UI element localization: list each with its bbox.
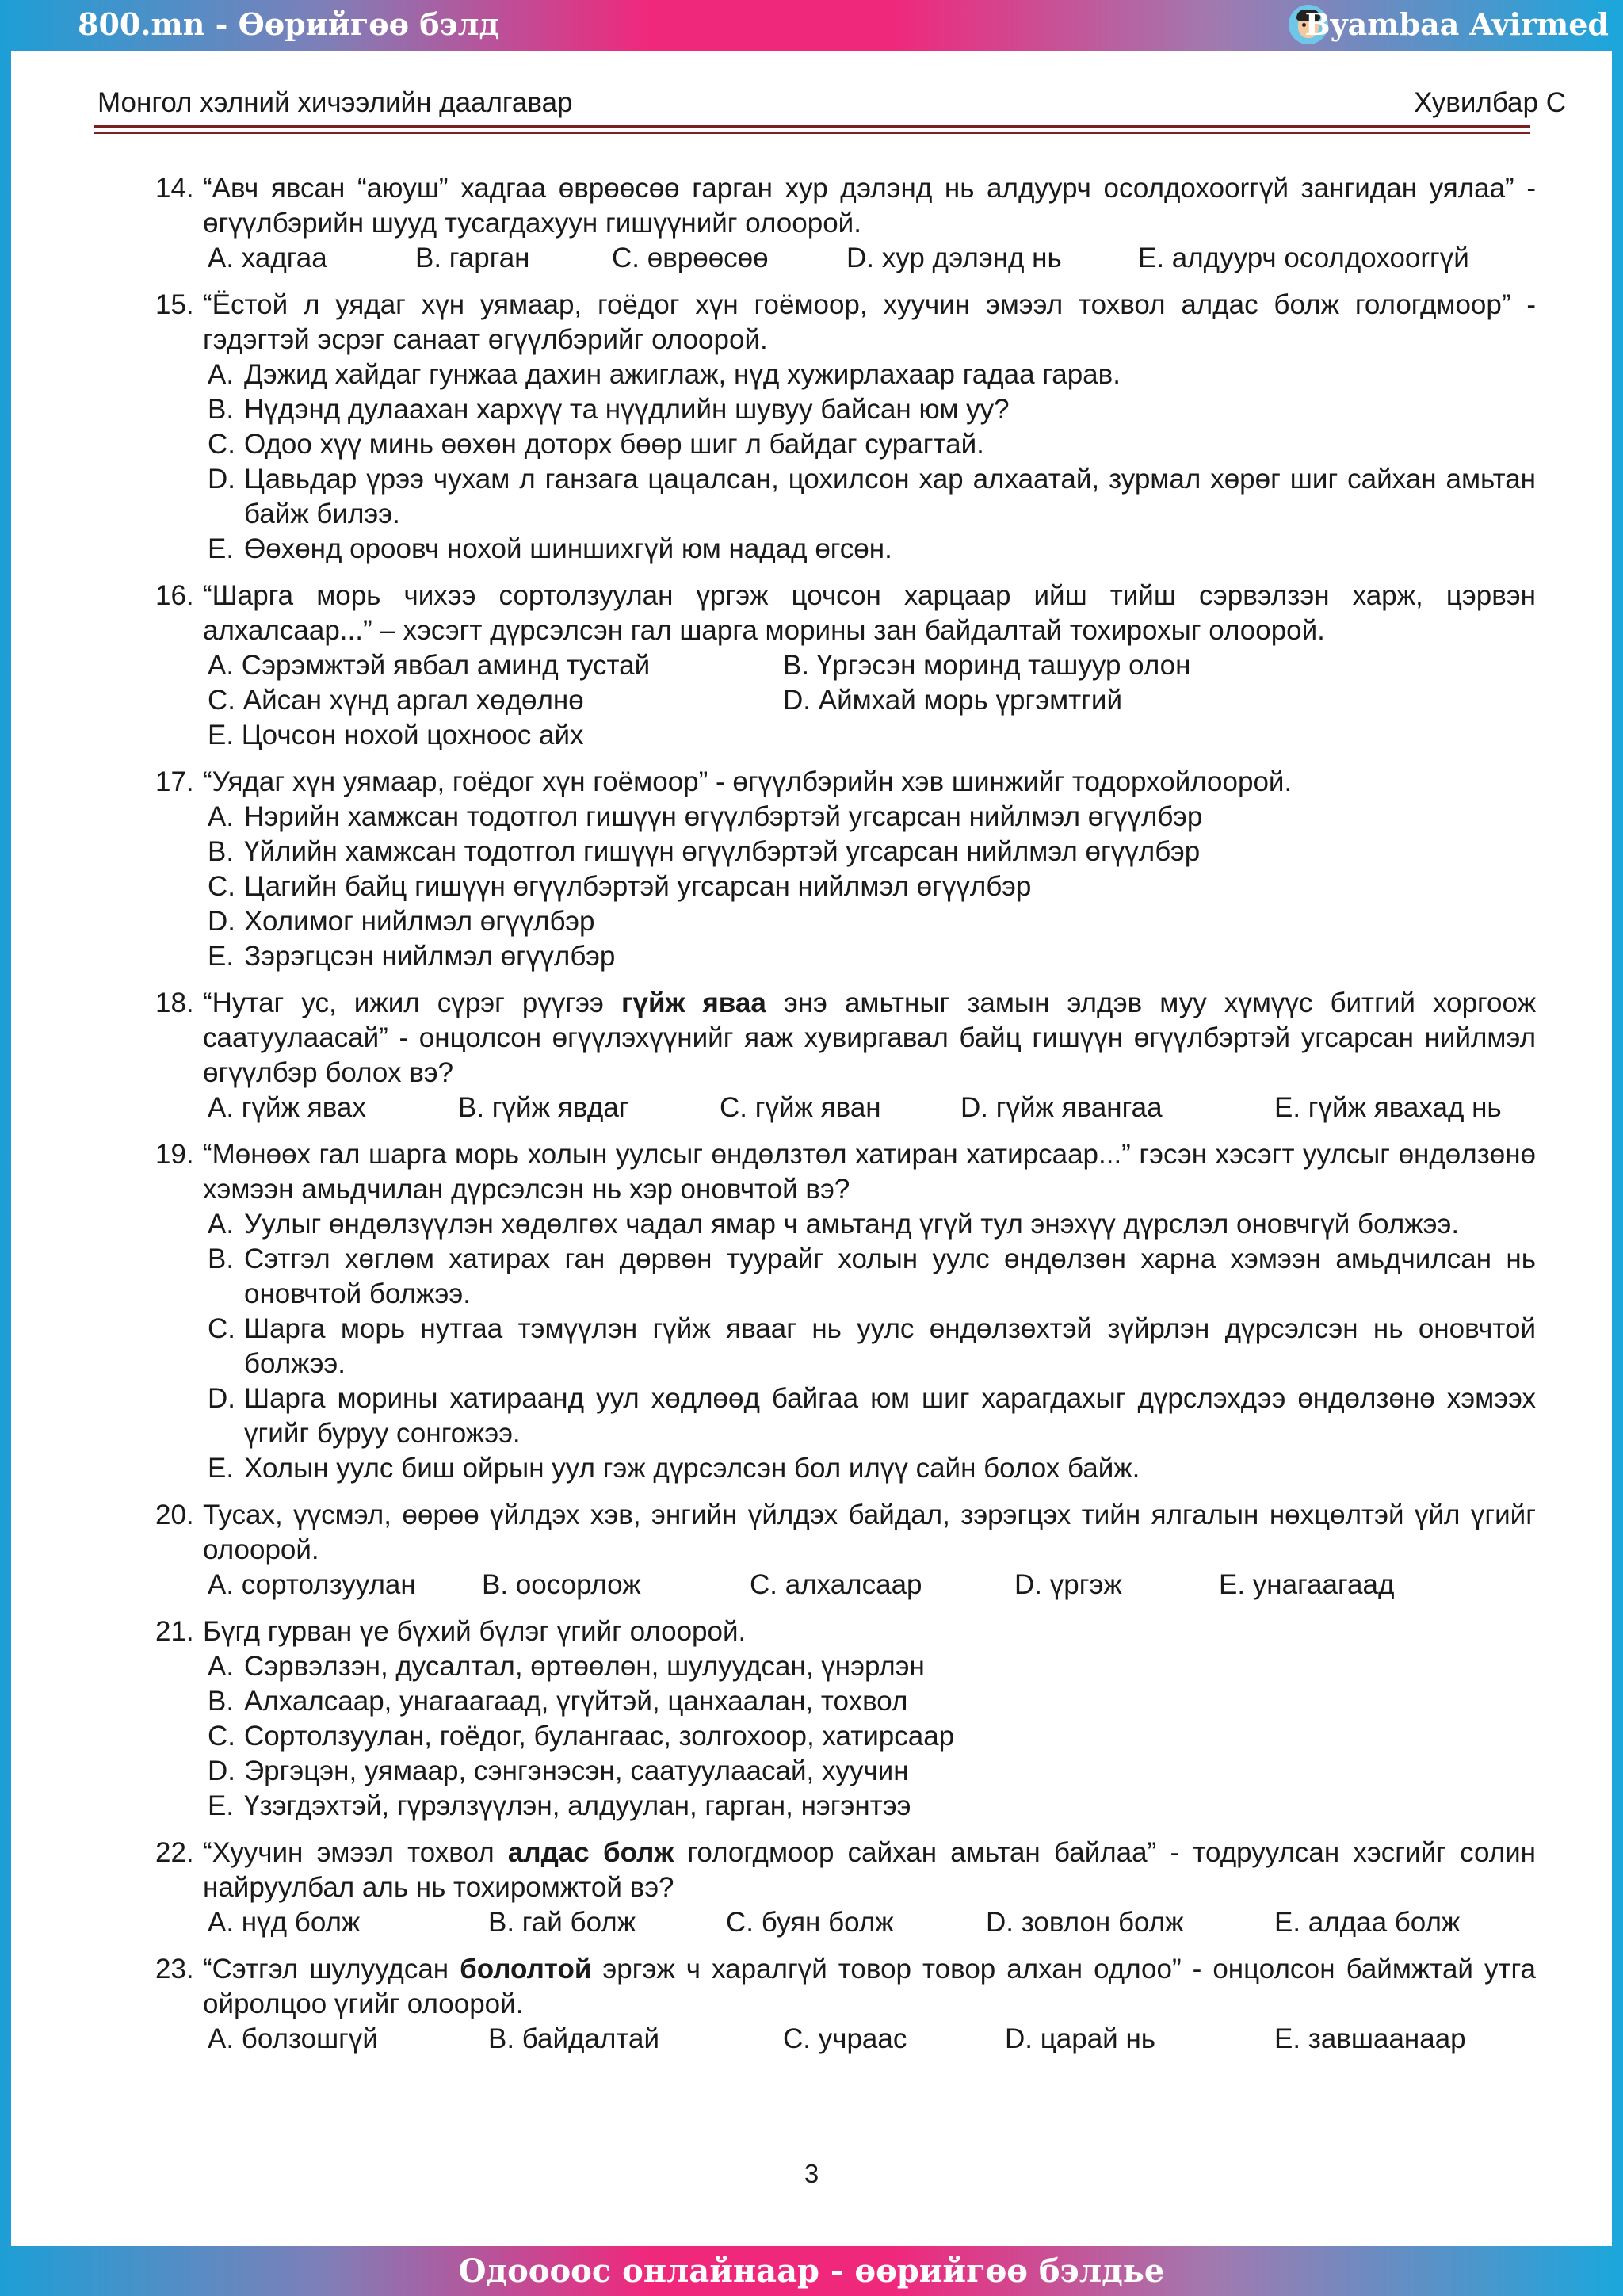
option-a[interactable]: A. Сэрэмжтэй явбал аминд тустай <box>208 650 651 681</box>
option-e[interactable]: E. Өөхөнд ороовч нохой шиншихгүй юм надад өгсөн. <box>208 533 892 564</box>
question-19 <box>155 1137 1536 1486</box>
question-stem: Тусах, үүсмэл, өөрөө үйлдэх хэв, энгийн үйлдэх байдал, зэрэгцэх тийн ялгалын нөхцөлтэй үйл үгийг олоорой. <box>203 1499 1536 1565</box>
question-list <box>155 171 1536 2069</box>
option-e[interactable]: E. Холын уулс биш ойрын уул гэж дүрсэлсэн бол илүү сайн болох байж. <box>208 1453 1140 1484</box>
option-a[interactable]: A. Дэжид хайдаг гунжаа дахин ажиглаж, нүд хужирлахаар гадаа гарав. <box>208 359 1121 390</box>
option-c[interactable]: C. гүйж яван <box>720 1092 881 1123</box>
option-b[interactable]: B. гүйж явдаг <box>458 1092 629 1123</box>
question-number: 22. <box>155 1837 194 1868</box>
question-18 <box>155 986 1536 1125</box>
question-number: 15. <box>155 289 194 320</box>
question-number: 17. <box>155 766 194 797</box>
answer-options <box>203 1568 1536 1603</box>
option-d[interactable]: D. царай нь <box>1005 2023 1156 2054</box>
question-number: 20. <box>155 1499 194 1530</box>
option-e[interactable]: E. Үзэгдэхтэй, гүрэлзүүлэн, алдуулан, гарган, нэгэнтээ <box>208 1790 911 1821</box>
question-15 <box>155 288 1536 567</box>
author-name[interactable]: Byambaa Avirmed <box>1304 6 1609 42</box>
option-e[interactable]: E. алдуурч осолдохоorгүй <box>1138 243 1469 273</box>
answer-options <box>203 648 1536 753</box>
option-b[interactable]: B. Сэтгэл хөглөм хатирах ган дөрвөн туурайг холын уулс өндөлзөн харна хэмээн амьдчилсан нь оновчтой болжээ. <box>208 1244 1536 1309</box>
question-21 <box>155 1614 1536 1824</box>
option-a[interactable]: A. нүд болж <box>208 1907 361 1938</box>
option-d[interactable]: D. Эргэцэн, уямаар, сэнгэнэсэн, саатуулаасай, хуучин <box>208 1755 909 1786</box>
header-rule <box>94 125 1530 128</box>
option-d[interactable]: D. гүйж явангаа <box>960 1092 1163 1123</box>
question-stem: “Уядаг хүн уямаар, гоёдог хүн гоёмоор” - өгүүлбэрийн хэв шинжийг тодорхойлоорой. <box>203 766 1293 797</box>
option-e[interactable]: E. унагаагаад <box>1219 1569 1395 1600</box>
option-b[interactable]: B. Үргэсэн моринд ташуур олон <box>783 650 1191 681</box>
option-b[interactable]: B. Нүдэнд дулаахан хархүү та нүүдлийн шувуу байсан юм уу? <box>208 394 1010 425</box>
answer-options <box>203 1091 1536 1125</box>
highlighted-phrase: бололтой <box>460 1954 592 1985</box>
option-b[interactable]: B. Алхалсаар, унагаагаад, үгүйтэй, цанхаалан, тохвол <box>208 1686 908 1717</box>
option-d[interactable]: D. зовлон болж <box>986 1907 1184 1938</box>
question-14 <box>155 171 1536 276</box>
answer-options <box>203 2022 1536 2057</box>
answer-options <box>203 1905 1536 1940</box>
option-b[interactable]: B. гарган <box>415 243 530 273</box>
answer-options <box>203 1649 1536 1824</box>
question-20 <box>155 1498 1536 1603</box>
option-a[interactable]: A. сортолзуулан <box>208 1569 416 1600</box>
question-number: 16. <box>155 580 194 611</box>
highlighted-phrase: гүйж яваа <box>621 988 766 1018</box>
option-e[interactable]: E. Зэрэгцсэн нийлмэл өгүүлбэр <box>208 941 616 972</box>
question-stem: “Нутаг ус, ижил сүрэг рүүгээ гүйж яваа энэ амьтныг замын элдэв муу хүмүүс битгий хоргоож саатуулаасай” - онцолсон өгүүлэхүүнийг яаж хувиргавал байц гишүүн өгүүлбэртэй угсарсан нийлмэл өгүүлбэр болох вэ? <box>203 988 1536 1088</box>
question-number: 14. <box>155 173 194 204</box>
option-d[interactable]: D. Шарга морины хатираанд уул хөдлөөд байгаа юм шиг харагдахыг дүрслэхдээ өндөлзөнө хэмээх үгийг буруу сонгожээ. <box>208 1383 1536 1449</box>
answer-options <box>203 1207 1536 1486</box>
header-rule-secondary <box>94 132 1530 134</box>
highlighted-phrase: алдас болж <box>507 1837 674 1868</box>
option-c[interactable]: C. алхалсаар <box>750 1569 922 1600</box>
bottom-banner <box>0 2246 1623 2296</box>
option-a[interactable]: A. болзошгүй <box>208 2023 378 2054</box>
answer-options <box>203 241 1536 276</box>
question-number: 21. <box>155 1616 194 1647</box>
option-c[interactable]: C. Цагийн байц гишүүн өгүүлбэртэй угсарсан нийлмэл өгүүлбэр <box>208 871 1032 902</box>
footer-slogan[interactable]: Одоооос онлайнаар - өөрийгөө бэлдье <box>458 2252 1165 2290</box>
option-c[interactable]: C. Шарга морь нутгаа тэмүүлэн гүйж явааг нь уулс өндөлзөхтэй зүйрлэн дүрсэлсэн нь оновчтой болжээ. <box>208 1313 1536 1379</box>
option-d[interactable]: D. Холимог нийлмэл өгүүлбэр <box>208 906 595 937</box>
site-title[interactable]: 800.mn - Өөрийгөө бэлд <box>78 6 499 42</box>
question-number: 23. <box>155 1954 194 1985</box>
variant-label: Хувилбар С <box>1414 87 1566 118</box>
option-e[interactable]: E. завшаанаар <box>1274 2023 1466 2054</box>
question-stem: “Сэтгэл шулуудсан бололтой эргэж ч харалгүй товор товор алхан одлоо” - онцолсон баймжтай утга ойролцоо үгийг олоорой. <box>203 1954 1536 2019</box>
option-e[interactable]: E. Цочсон нохой цохноос айх <box>208 720 584 751</box>
question-stem: “Хуучин эмээл тохвол алдас болж гологдмоор сайхан амьтан байлаа” - тодруулсан хэсгийг солин найруулбал аль нь тохиромжтой вэ? <box>203 1837 1537 1903</box>
question-stem: “Мөнөөх гал шарга морь холын уулсыг өндөлзтөл хатиран хатирсаар...” гэсэн хэсэгт уулсыг өндөлзөнө хэмээн амьдчилан дүрсэлсэн нь хэр оновчтой вэ? <box>203 1139 1536 1205</box>
question-stem: “Ёстой л уядаг хүн уямаар, гоёдог хүн гоёмоор, хуучин эмээл тохвол алдас болж гологдмоор” - гэдэгтэй эсрэг санаат өгүүлбэрийг олоорой. <box>203 289 1536 355</box>
option-c[interactable]: C. Айсан хүнд аргал хөдөлнө <box>208 685 584 716</box>
option-d[interactable]: D. Аймхай морь үргэмтгий <box>783 685 1123 716</box>
option-a[interactable]: A. Уулыг өндөлзүүлэн хөдөлгөх чадал ямар ч амьтанд үгүй тул энэхүү дүрслэл оновчгүй болжээ. <box>208 1209 1460 1240</box>
option-e[interactable]: E. алдаа болж <box>1274 1907 1461 1938</box>
answer-options <box>203 800 1536 974</box>
option-a[interactable]: A. хадгаа <box>208 243 327 273</box>
question-23 <box>155 1952 1536 2057</box>
option-b[interactable]: B. байдалтай <box>488 2023 660 2054</box>
question-stem: “Авч явсан “аюуш” хадгаа өврөөсөө гарган хур дэлэнд нь алдуурч осолдохоorгүй зангидан уялаа” - өгүүлбэрийн шууд тусагдахуун гишүүнийг олоорой. <box>203 173 1536 239</box>
option-b[interactable]: B. гай болж <box>488 1907 636 1938</box>
question-22 <box>155 1836 1536 1940</box>
question-stem: Бүгд гурван үе бүхий бүлэг үгийг олоорой. <box>203 1616 747 1647</box>
question-number: 19. <box>155 1139 194 1170</box>
option-d[interactable]: D. Цавьдар үрээ чухам л ганзага цацалсан, цохилсон хар алхаатай, зурмал хөрөг шиг сайхан амьтан байж билээ. <box>208 464 1536 529</box>
page-sheet <box>11 51 1612 2246</box>
option-a[interactable]: A. Нэрийн хамжсан тодотгол гишүүн өгүүлбэртэй угсарсан нийлмэл өгүүлбэр <box>208 801 1203 832</box>
option-c[interactable]: C. буян болж <box>726 1907 894 1938</box>
question-17 <box>155 765 1536 974</box>
option-d[interactable]: D. үргэж <box>1014 1569 1122 1600</box>
option-a[interactable]: A. Сэрвэлзэн, дусалтал, өртөөлөн, шулуудсан, үнэрлэн <box>208 1651 925 1682</box>
question-number: 18. <box>155 988 194 1018</box>
option-b[interactable]: B. оосорлож <box>482 1569 641 1600</box>
answer-options <box>203 357 1536 567</box>
option-a[interactable]: A. гүйж явах <box>208 1092 366 1123</box>
option-c[interactable]: C. өврөөсөө <box>612 243 769 273</box>
option-e[interactable]: E. гүйж явахад нь <box>1274 1092 1502 1123</box>
question-16 <box>155 579 1536 753</box>
document-title: Монгол хэлний хичээлийн даалгавар <box>97 87 573 118</box>
question-stem: “Шарга морь чихээ сортолзуулан үргэж цочсон харцаар ийш тийш сэрвэлзэн харж, цэрвэн алхалсаар...” – хэсэгт дүрсэлсэн гал шарга морины зан байдалтай тохирохыг олоорой. <box>203 580 1536 646</box>
page-number: 3 <box>804 2159 819 2188</box>
option-c[interactable]: C. учраас <box>783 2023 907 2054</box>
option-c[interactable]: C. Сортолзуулан, гоёдог, булангаас, золгохоор, хатирсаар <box>208 1721 955 1752</box>
option-b[interactable]: B. Үйлийн хамжсан тодотгол гишүүн өгүүлбэртэй угсарсан нийлмэл өгүүлбэр <box>208 836 1201 867</box>
option-c[interactable]: C. Одоо хүү минь өөхөн доторх бөөр шиг л байдаг сурагтай. <box>208 429 984 460</box>
option-d[interactable]: D. хур дэлэнд нь <box>846 243 1062 273</box>
top-banner <box>0 0 1623 51</box>
